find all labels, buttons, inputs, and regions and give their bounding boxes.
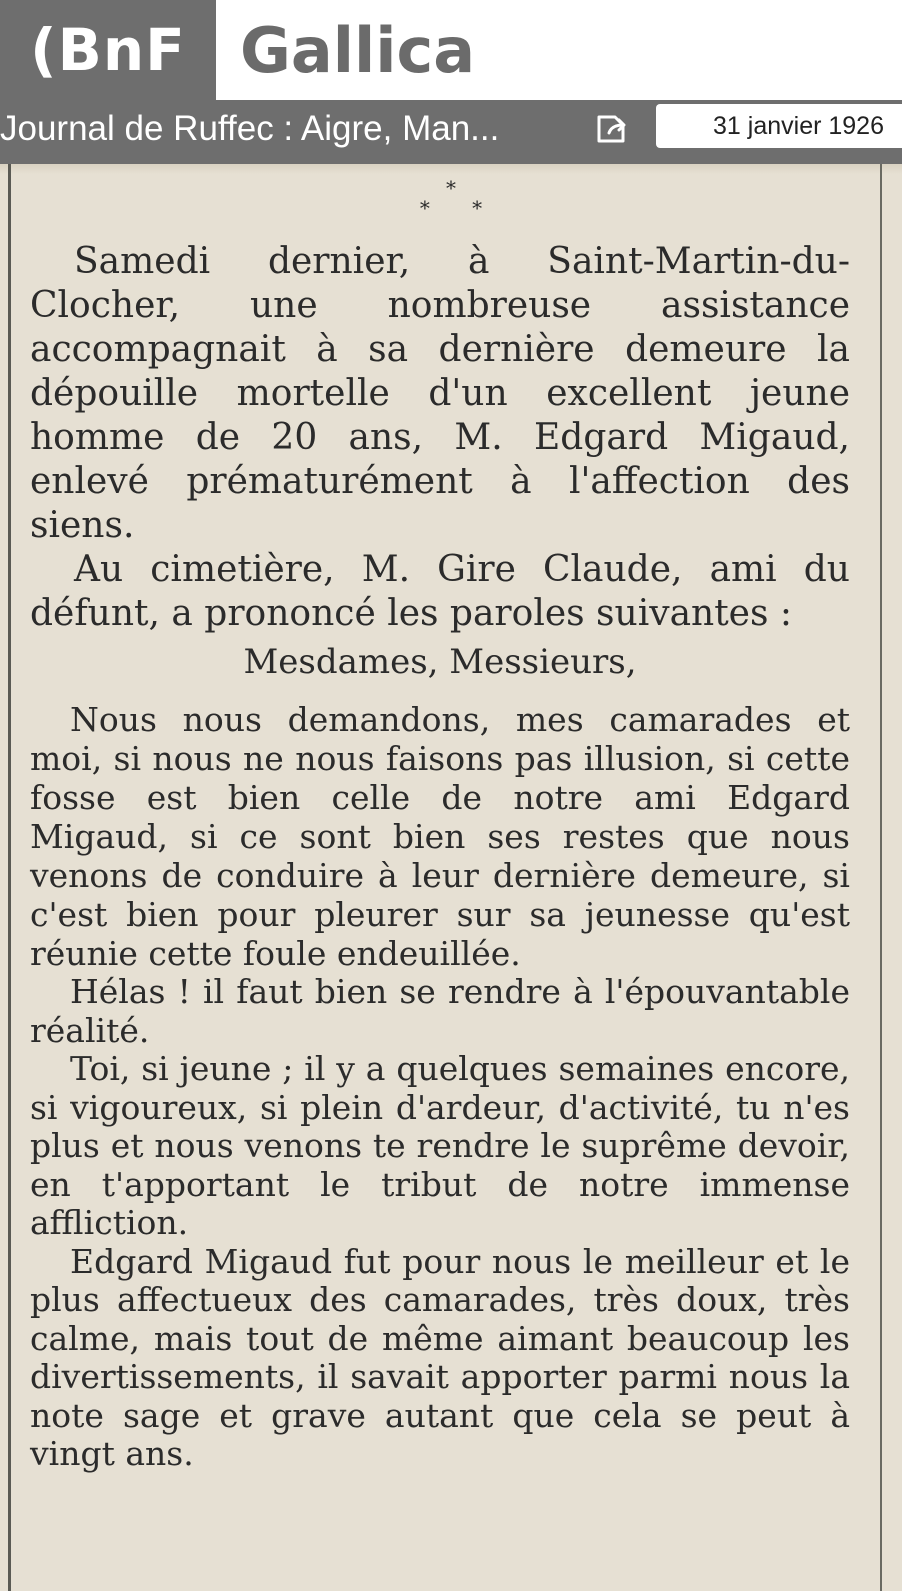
speech-paragraph: Toi, si jeune ; il y a quelques semaines encore, si vigoureux, si plein d'ardeur, d'activité, tu n'es plus et nous venons te rendre le suprême devoir, en t'apportant le tribut de notre immense affliction. — [30, 1049, 850, 1242]
share-external-icon — [593, 109, 631, 152]
ornament-top: * — [446, 176, 456, 200]
scan-top-shadow — [0, 164, 902, 174]
column-rule-left — [8, 164, 11, 1591]
article-paragraph: Au cimetière, M. Gire Claude, ami du défunt, a prononcé les paroles suivantes : — [30, 549, 850, 634]
document-toolbar — [0, 100, 902, 164]
column-rule-right — [880, 164, 882, 1591]
speech-paragraph: Hélas ! il faut bien se rendre à l'épouvantable réalité. — [30, 972, 850, 1050]
document-scan[interactable] — [0, 164, 902, 1591]
app-header — [0, 0, 902, 100]
asterism-ornament — [0, 178, 902, 218]
speech-salutation: Mesdames, Messieurs, — [243, 642, 637, 682]
document-title[interactable]: Journal de Ruffec : Aigre, Man... — [0, 109, 500, 148]
site-title[interactable]: Gallica — [240, 13, 476, 87]
speech-paragraph: Edgard Migaud fut pour nous le meilleur et le plus affectueux des camarades, très doux, très calme, mais tout de même aimant beaucoup les divertissements, il savait apporter parmi nous la note sage et grave autant que cela se peut à vingt ans. — [30, 1241, 850, 1473]
issue-date[interactable]: 31 janvier 1926 — [656, 104, 902, 148]
speech-paragraph: Nous nous demandons, mes camarades et moi, si nous ne nous faisons pas illusion, si cette fosse est bien celle de notre ami Edgard Migaud, si ce sont bien ses restes que nous venons de conduire à leur dernière demeure, si c'est bien pour pleurer sur sa jeunesse qu'est réunie cette foule endeuillée. — [30, 700, 850, 973]
article-text — [30, 240, 850, 1474]
ornament-bottom: * * — [419, 196, 501, 220]
share-button[interactable] — [588, 106, 636, 154]
article-paragraph: Samedi dernier, à Saint-Martin-du-Clocher, une nombreuse assistance accompagnait à sa dernière demeure la dépouille mortelle d'un excellent jeune homme de 20 ans, M. Edgard Migaud, enlevé prématurément à l'affection des siens. — [30, 241, 850, 546]
bnf-logo[interactable]: (BnF — [0, 0, 216, 100]
